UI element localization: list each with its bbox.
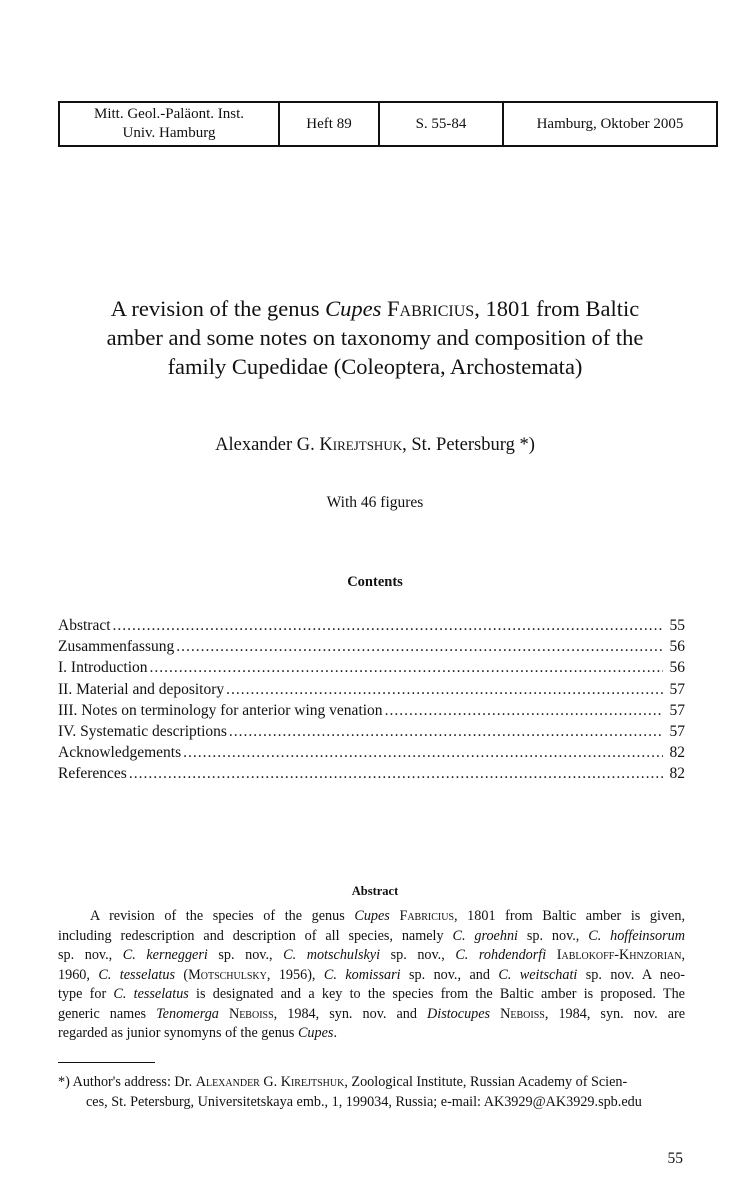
toc-page: 57 <box>669 701 685 719</box>
toc-label: I. Introduction <box>58 659 148 677</box>
toc-entry[interactable] <box>58 723 685 744</box>
journal-name-line1: Mitt. Geol.-Paläont. Inst. <box>94 106 244 122</box>
abstract-line: sp. nov., C. kerneggeri sp. nov., C. motschulskyi sp. nov., C. rohdendorfi Iablokoff-Khnzorian, <box>58 947 686 963</box>
abstract-text <box>58 907 685 1044</box>
toc-label: II. Material and depository <box>58 680 225 698</box>
toc-page: 56 <box>669 638 685 656</box>
author-line: Alexander G. Kirejtshuk, St. Petersburg *) <box>215 435 535 455</box>
abstract-line: regarded as junior synomyns of the genus Cupes. <box>58 1025 337 1041</box>
contents-heading: Contents <box>347 574 403 590</box>
title-line-2: amber and some notes on taxonomy and composition of the <box>106 325 644 350</box>
abstract-line: generic names Tenomerga Neboiss, 1984, syn. nov. and Distocupes Neboiss, 1984, syn. nov. are <box>58 1005 686 1022</box>
toc-label: Zusammenfassung <box>58 638 175 656</box>
journal-name-line2: Univ. Hamburg <box>122 125 216 141</box>
journal-name-cell <box>59 102 279 146</box>
toc-page: 82 <box>669 744 685 762</box>
footnote-line: ces, St. Petersburg, Universitetskaya emb., 1, 199034, Russia; e-mail: AK3929@AK3929.spb.edu <box>86 1094 642 1110</box>
pages-cell: S. 55-84 <box>379 102 503 146</box>
abstract-line: including redescription and description of all species, namely C. groehni sp. nov., C. hoffeinsorum <box>58 927 686 944</box>
journal-header-table <box>58 101 718 147</box>
title-line-3: family Cupedidae (Coleoptera, Archostemata) <box>167 354 583 379</box>
toc-entry[interactable] <box>58 681 685 702</box>
toc-label: References <box>58 765 127 783</box>
toc-page: 56 <box>669 659 685 677</box>
paper-title <box>40 294 710 381</box>
toc-entry[interactable] <box>58 765 685 786</box>
figures-note: With 46 figures <box>326 494 424 511</box>
toc-label: IV. Systematic descriptions <box>58 722 227 740</box>
place-date-cell: Hamburg, Oktober 2005 <box>503 102 717 146</box>
toc-entry[interactable] <box>58 744 685 765</box>
abstract-heading: Abstract <box>351 884 399 898</box>
toc-page: 82 <box>669 765 685 783</box>
toc-entry[interactable] <box>58 702 685 723</box>
footnote-line: *) Author's address: Dr. Alexander G. Kirejtshuk, Zoological Institute, Russian Academy of Scien- <box>58 1074 628 1090</box>
table-of-contents <box>58 617 685 787</box>
abstract-line: type for C. tesselatus is designated and a key to the species from the Baltic amber is proposed. The <box>58 986 685 1002</box>
toc-entry[interactable] <box>58 638 685 659</box>
abstract-line: A revision of the species of the genus Cupes Fabricius, 1801 from Baltic amber is given, <box>90 908 685 924</box>
toc-page: 57 <box>669 680 685 698</box>
issue-cell: Heft 89 <box>279 102 379 146</box>
toc-entry[interactable] <box>58 617 685 638</box>
toc-label: Acknowledgements <box>58 744 182 762</box>
toc-page: 57 <box>669 722 685 740</box>
author-address-footnote <box>58 1072 685 1112</box>
page-number: 55 <box>667 1150 683 1167</box>
toc-page: 55 <box>669 617 685 634</box>
author-surname: Kirejtshuk <box>319 435 403 455</box>
footnote-divider <box>58 1062 155 1063</box>
toc-entry[interactable] <box>58 659 685 680</box>
abstract-line: 1960, C. tesselatus (Motschulsky, 1956), C. komissari sp. nov., and C. weitschati sp. nov. A neo- <box>58 966 686 983</box>
toc-label: III. Notes on terminology for anterior wing venation <box>58 701 383 719</box>
toc-label: Abstract <box>58 617 111 634</box>
title-line-1: A revision of the genus Cupes Fabricius, 1801 from Baltic <box>110 296 640 321</box>
